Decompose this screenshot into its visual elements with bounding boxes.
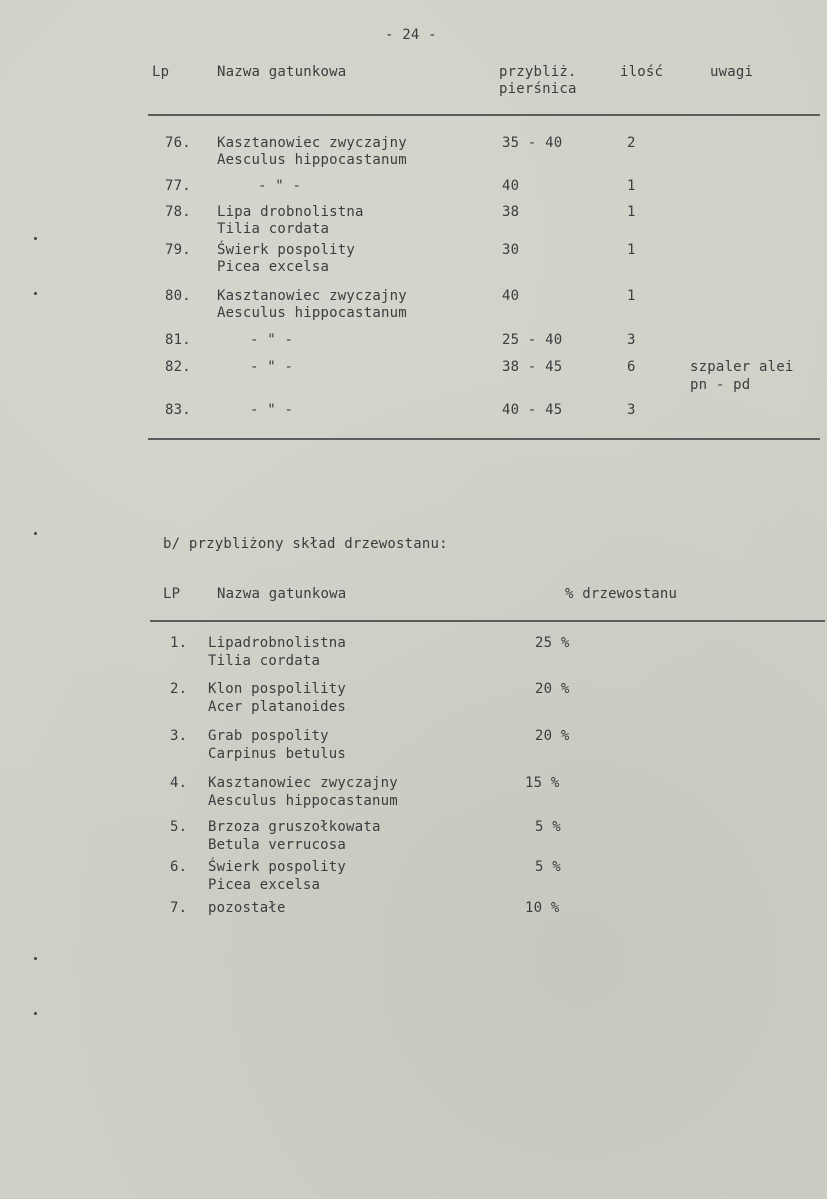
- page-number: - 24 -: [385, 27, 437, 43]
- species-common-name: Kasztanowiec zwyczajny: [208, 775, 398, 791]
- table-a-top-rule: [148, 114, 820, 116]
- header-perimeter-line2: pierśnica: [499, 81, 577, 97]
- species-latin-name: Aesculus hippocastanum: [208, 793, 398, 809]
- perimeter-value: 38: [502, 204, 520, 220]
- species-latin-name: Picea excelsa: [217, 259, 330, 275]
- row-number: 3.: [170, 728, 188, 744]
- species-common-name: Lipadrobnolistna: [208, 635, 347, 651]
- row-number: 77.: [165, 178, 191, 194]
- species-common-name: - " -: [250, 332, 294, 348]
- species-common-name: Grab pospolity: [208, 728, 329, 744]
- row-number: 7.: [170, 900, 188, 916]
- species-latin-name: Acer platanoides: [208, 699, 347, 715]
- header-species-name: Nazwa gatunkowa: [217, 586, 347, 602]
- notes-line2: pn - pd: [690, 377, 751, 393]
- share-value: 15 %: [525, 775, 560, 791]
- species-common-name: Kasztanowiec zwyczajny: [217, 288, 407, 304]
- row-number: 76.: [165, 135, 191, 151]
- species-latin-name: Picea excelsa: [208, 877, 321, 893]
- row-number: 4.: [170, 775, 188, 791]
- share-value: 10 %: [525, 900, 560, 916]
- count-value: 1: [627, 178, 636, 194]
- perimeter-value: 40 - 45: [502, 402, 563, 418]
- species-common-name: - " -: [250, 402, 294, 418]
- species-latin-name: Aesculus hippocastanum: [217, 152, 407, 168]
- species-latin-name: Carpinus betulus: [208, 746, 347, 762]
- share-value: 5 %: [535, 859, 561, 875]
- perimeter-value: 25 - 40: [502, 332, 563, 348]
- header-species-name: Nazwa gatunkowa: [217, 64, 347, 80]
- row-number: 79.: [165, 242, 191, 258]
- row-number: 83.: [165, 402, 191, 418]
- share-value: 20 %: [535, 681, 570, 697]
- row-number: 81.: [165, 332, 191, 348]
- species-latin-name: Tilia cordata: [208, 653, 321, 669]
- scan-speck: [34, 532, 37, 535]
- perimeter-value: 30: [502, 242, 520, 258]
- species-common-name: Świerk pospolity: [208, 859, 347, 875]
- count-value: 2: [627, 135, 636, 151]
- count-value: 3: [627, 402, 636, 418]
- species-latin-name: Aesculus hippocastanum: [217, 305, 407, 321]
- section-b-heading: b/ przybliżony skład drzewostanu:: [163, 536, 448, 552]
- perimeter-value: 38 - 45: [502, 359, 563, 375]
- share-value: 20 %: [535, 728, 570, 744]
- scan-speck: [34, 1012, 37, 1015]
- share-value: 5 %: [535, 819, 561, 835]
- header-share: % drzewostanu: [565, 586, 678, 602]
- count-value: 1: [627, 242, 636, 258]
- species-common-name: - " -: [258, 178, 302, 194]
- species-common-name: Brzoza gruszołkowata: [208, 819, 381, 835]
- header-perimeter-line1: przybliż.: [499, 64, 577, 80]
- row-number: 2.: [170, 681, 188, 697]
- scan-speck: [34, 292, 37, 295]
- header-count: ilość: [620, 64, 664, 80]
- perimeter-value: 35 - 40: [502, 135, 563, 151]
- species-common-name: - " -: [250, 359, 294, 375]
- scan-speck: [34, 957, 37, 960]
- species-common-name: Świerk pospolity: [217, 242, 356, 258]
- species-latin-name: Betula verrucosa: [208, 837, 347, 853]
- count-value: 1: [627, 204, 636, 220]
- row-number: 78.: [165, 204, 191, 220]
- species-common-name: Lipa drobnolistna: [217, 204, 364, 220]
- species-latin-name: Tilia cordata: [217, 221, 330, 237]
- table-b-top-rule: [150, 620, 825, 622]
- row-number: 1.: [170, 635, 188, 651]
- row-number: 82.: [165, 359, 191, 375]
- species-common-name: Klon pospolility: [208, 681, 347, 697]
- row-number: 6.: [170, 859, 188, 875]
- perimeter-value: 40: [502, 178, 520, 194]
- perimeter-value: 40: [502, 288, 520, 304]
- row-number: 5.: [170, 819, 188, 835]
- table-a-bottom-rule: [148, 438, 820, 440]
- header-notes: uwagi: [710, 64, 754, 80]
- notes-line1: szpaler alei: [690, 359, 794, 375]
- share-value: 25 %: [535, 635, 570, 651]
- count-value: 3: [627, 332, 636, 348]
- header-lp: Lp: [152, 64, 170, 80]
- species-common-name: pozostałe: [208, 900, 286, 916]
- count-value: 1: [627, 288, 636, 304]
- header-lp: LP: [163, 586, 181, 602]
- count-value: 6: [627, 359, 636, 375]
- species-common-name: Kasztanowiec zwyczajny: [217, 135, 407, 151]
- row-number: 80.: [165, 288, 191, 304]
- scan-speck: [34, 237, 37, 240]
